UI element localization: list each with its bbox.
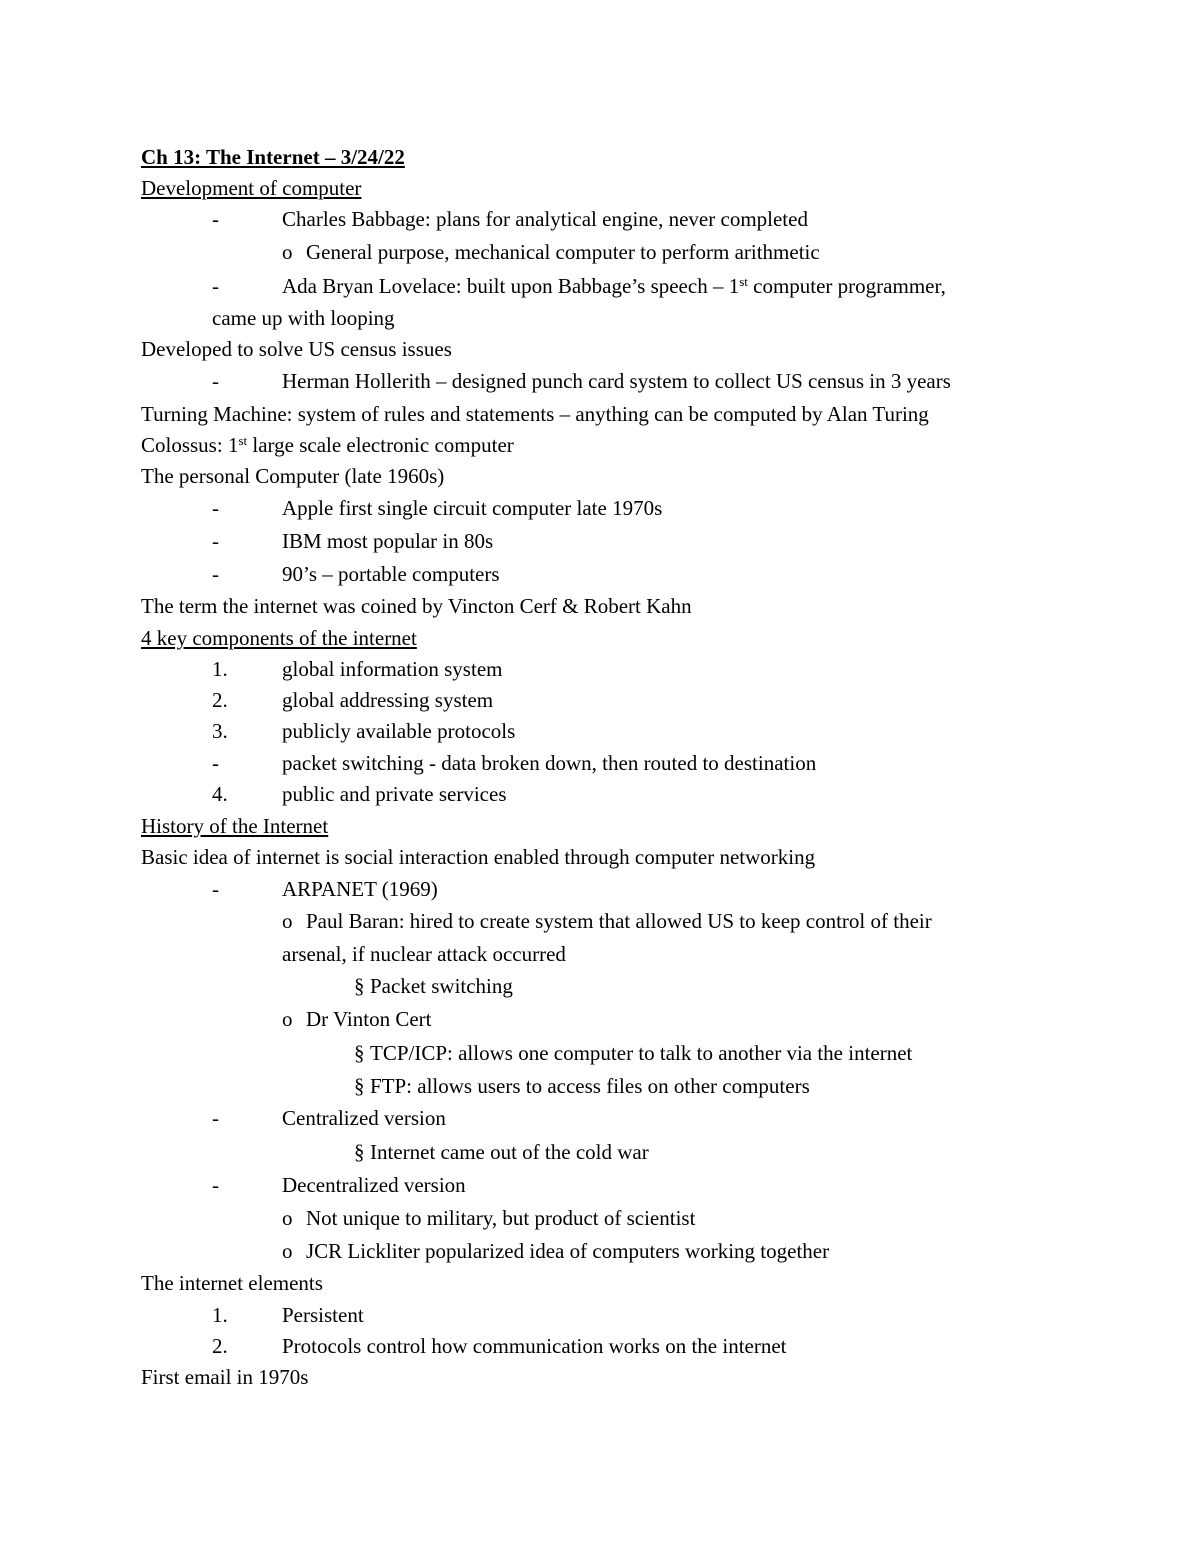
bullet-babbage: Charles Babbage: plans for analytical engine, never completed <box>282 207 808 231</box>
bullet-arpanet: ARPANET (1969) <box>282 877 438 901</box>
bullet-lovelace-continuation: came up with looping <box>212 306 395 330</box>
elements-heading: The internet elements <box>141 1271 323 1295</box>
list-item: publicly available protocols <box>282 719 516 743</box>
email-line: First email in 1970s <box>141 1365 309 1389</box>
list-number: 1. <box>212 1303 228 1327</box>
subbullet-military: Not unique to military, but product of scientist <box>306 1206 696 1230</box>
list-item: Protocols control how communication works on the internet <box>282 1334 787 1358</box>
history-intro: Basic idea of internet is social interaction enabled through computer networking <box>141 845 816 869</box>
bullet-marker: - <box>212 369 219 393</box>
subbullet-jcr: JCR Lickliter popularized idea of computers working together <box>306 1239 830 1263</box>
subbullet-marker: o <box>282 1206 293 1230</box>
bullet-centralized: Centralized version <box>282 1106 446 1130</box>
section-sign-marker: § <box>354 1074 365 1098</box>
bullet-marker: - <box>212 877 219 901</box>
item-ftp: FTP: allows users to access files on other computers <box>370 1074 810 1098</box>
colossus-text-end: large scale electronic computer <box>247 433 514 457</box>
bullet-marker: - <box>212 562 219 586</box>
colossus-line <box>141 433 514 457</box>
colossus-text: Colossus: 1 <box>141 433 239 457</box>
section-sign-marker: § <box>354 1140 365 1164</box>
section-sign-marker: § <box>354 1041 365 1065</box>
bullet-hollerith: Herman Hollerith – designed punch card system to collect US census in 3 years <box>282 369 951 393</box>
bullet-lovelace-text-end: computer programmer, <box>747 274 946 298</box>
list-item: global addressing system <box>282 688 494 712</box>
bullet-marker: - <box>212 529 219 553</box>
list-item: packet switching - data broken down, then routed to destination <box>282 751 817 775</box>
subbullet-marker: o <box>282 909 293 933</box>
bullet-marker: - <box>212 207 219 231</box>
list-number: 1. <box>212 657 228 681</box>
section-heading-development: Development of computer <box>141 176 362 200</box>
section-heading-history: History of the Internet <box>141 814 329 838</box>
item-packet-switching: Packet switching <box>370 974 513 998</box>
item-tcp: TCP/ICP: allows one computer to talk to another via the internet <box>370 1041 913 1065</box>
section-heading-key-components: 4 key components of the internet <box>141 626 417 650</box>
list-item: global information system <box>282 657 503 681</box>
bullet-marker: - <box>212 1106 219 1130</box>
subbullet-marker: o <box>282 1007 293 1031</box>
bullet-decentralized: Decentralized version <box>282 1173 466 1197</box>
bullet-marker: - <box>212 1173 219 1197</box>
superscript: st <box>238 433 248 448</box>
subbullet-baran: Paul Baran: hired to create system that allowed US to keep control of their <box>306 909 932 933</box>
bullet-marker: - <box>212 274 219 298</box>
personal-computer-heading: The personal Computer (late 1960s) <box>141 464 445 488</box>
bullet-apple: Apple first single circuit computer late 1970s <box>282 496 663 520</box>
subbullet-general-purpose: General purpose, mechanical computer to perform arithmetic <box>306 240 820 264</box>
list-number: - <box>212 751 219 775</box>
term-line: The term the internet was coined by Vincton Cerf & Robert Kahn <box>141 594 692 618</box>
turing-line: Turning Machine: system of rules and statements – anything can be computed by Alan Turing <box>141 402 929 426</box>
subbullet-cerf: Dr Vinton Cert <box>306 1007 432 1031</box>
page-title: Ch 13: The Internet – 3/24/22 <box>141 145 405 169</box>
bullet-90s: 90’s – portable computers <box>282 562 500 586</box>
subbullet-marker: o <box>282 240 293 264</box>
bullet-marker: - <box>212 496 219 520</box>
bullet-lovelace <box>282 274 946 298</box>
list-item: Persistent <box>282 1303 364 1327</box>
census-heading: Developed to solve US census issues <box>141 337 452 361</box>
list-number: 3. <box>212 719 228 743</box>
subbullet-baran-continuation: arsenal, if nuclear attack occurred <box>282 942 566 966</box>
bullet-lovelace-text: Ada Bryan Lovelace: built upon Babbage’s speech – 1 <box>282 274 740 298</box>
list-number: 4. <box>212 782 228 806</box>
subbullet-marker: o <box>282 1239 293 1263</box>
list-number: 2. <box>212 1334 228 1358</box>
item-cold-war: Internet came out of the cold war <box>370 1140 649 1164</box>
superscript: st <box>739 274 748 289</box>
list-item: public and private services <box>282 782 507 806</box>
list-number: 2. <box>212 688 228 712</box>
bullet-ibm: IBM most popular in 80s <box>282 529 494 553</box>
section-sign-marker: § <box>354 974 365 998</box>
